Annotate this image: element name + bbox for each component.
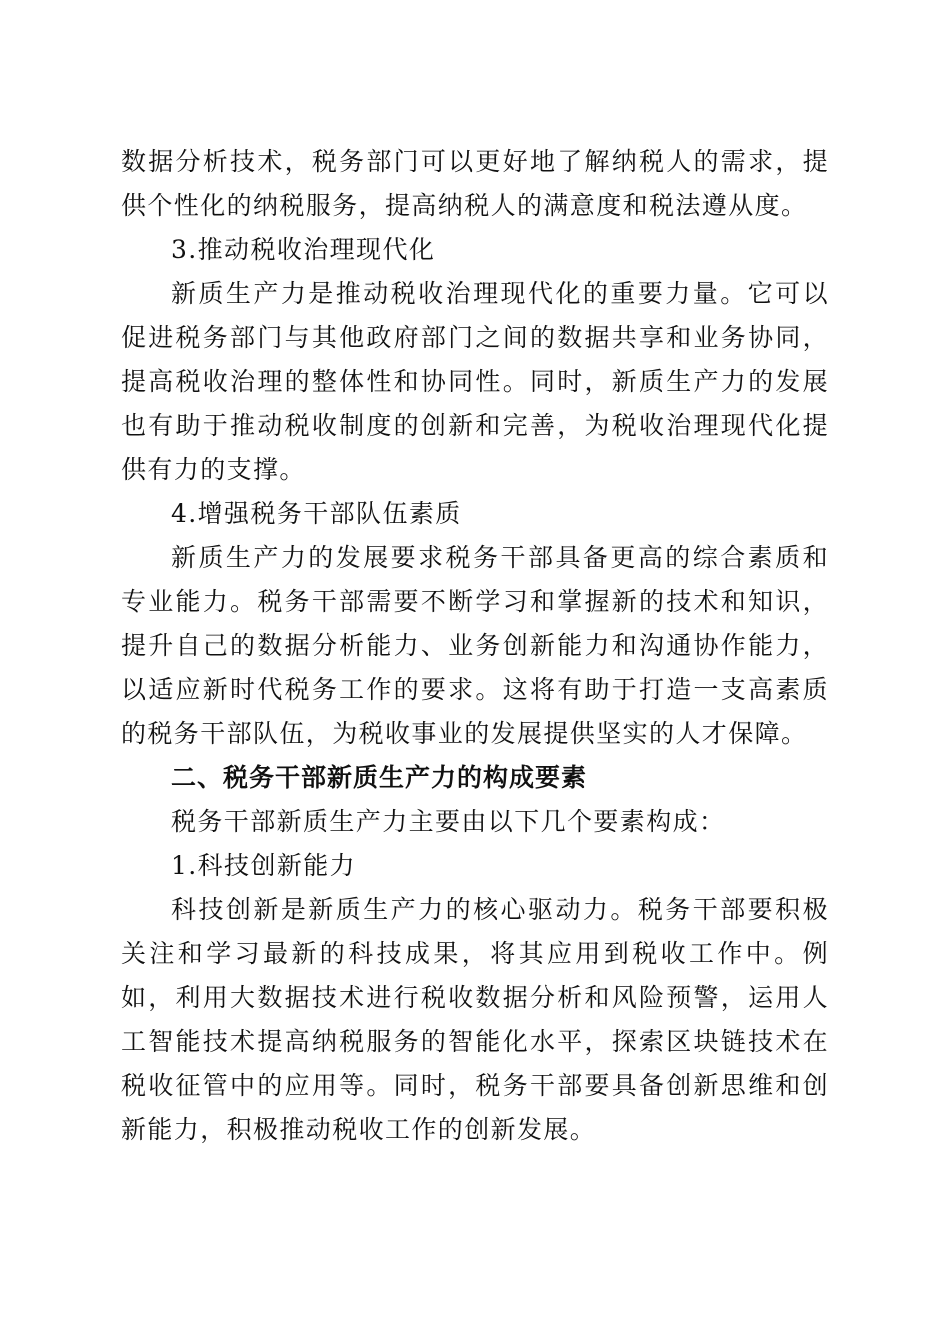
subheading-3: 3.推动税收治理现代化 bbox=[171, 235, 436, 264]
paragraph-continued: 数据分析技术，税务部门可以更好地了解纳税人的需求，提供个性化的纳税服务，提高纳税人的满意度和税法遵从度。 bbox=[121, 147, 829, 220]
subheading-1: 1.科技创新能力 bbox=[171, 851, 357, 880]
paragraph-elements-intro: 税务干部新质生产力主要由以下几个要素构成： bbox=[171, 807, 726, 836]
paragraph-cadre-quality: 新质生产力的发展要求税务干部具备更高的综合素质和专业能力。税务干部需要不断学习和掌握新的技术和知识，提升自己的数据分析能力、业务创新能力和沟通协作能力，以适应新时代税务工作的要求。这将有助于打造一支高素质的税务干部队伍，为税收事业的发展提供坚实的人才保障。 bbox=[121, 543, 829, 748]
paragraph-tax-governance: 新质生产力是推动税收治理现代化的重要力量。它可以促进税务部门与其他政府部门之间的数据共享和业务协同，提高税收治理的整体性和协同性。同时，新质生产力的发展也有助于推动税收制度的创新和完善，为税收治理现代化提供有力的支撑。 bbox=[121, 279, 829, 484]
section-heading-2: 二、税务干部新质生产力的构成要素 bbox=[171, 763, 588, 792]
paragraph-tech-innovation: 科技创新是新质生产力的核心驱动力。税务干部要积极关注和学习最新的科技成果，将其应用到税收工作中。例如，利用大数据技术进行税收数据分析和风险预警，运用人工智能技术提高纳税服务的智能化水平，探索区块链技术在税收征管中的应用等。同时，税务干部要具备创新思维和创新能力，积极推动税收工作的创新发展。 bbox=[121, 895, 829, 1144]
subheading-4: 4.增强税务干部队伍素质 bbox=[171, 499, 462, 528]
document-body bbox=[121, 140, 829, 1152]
